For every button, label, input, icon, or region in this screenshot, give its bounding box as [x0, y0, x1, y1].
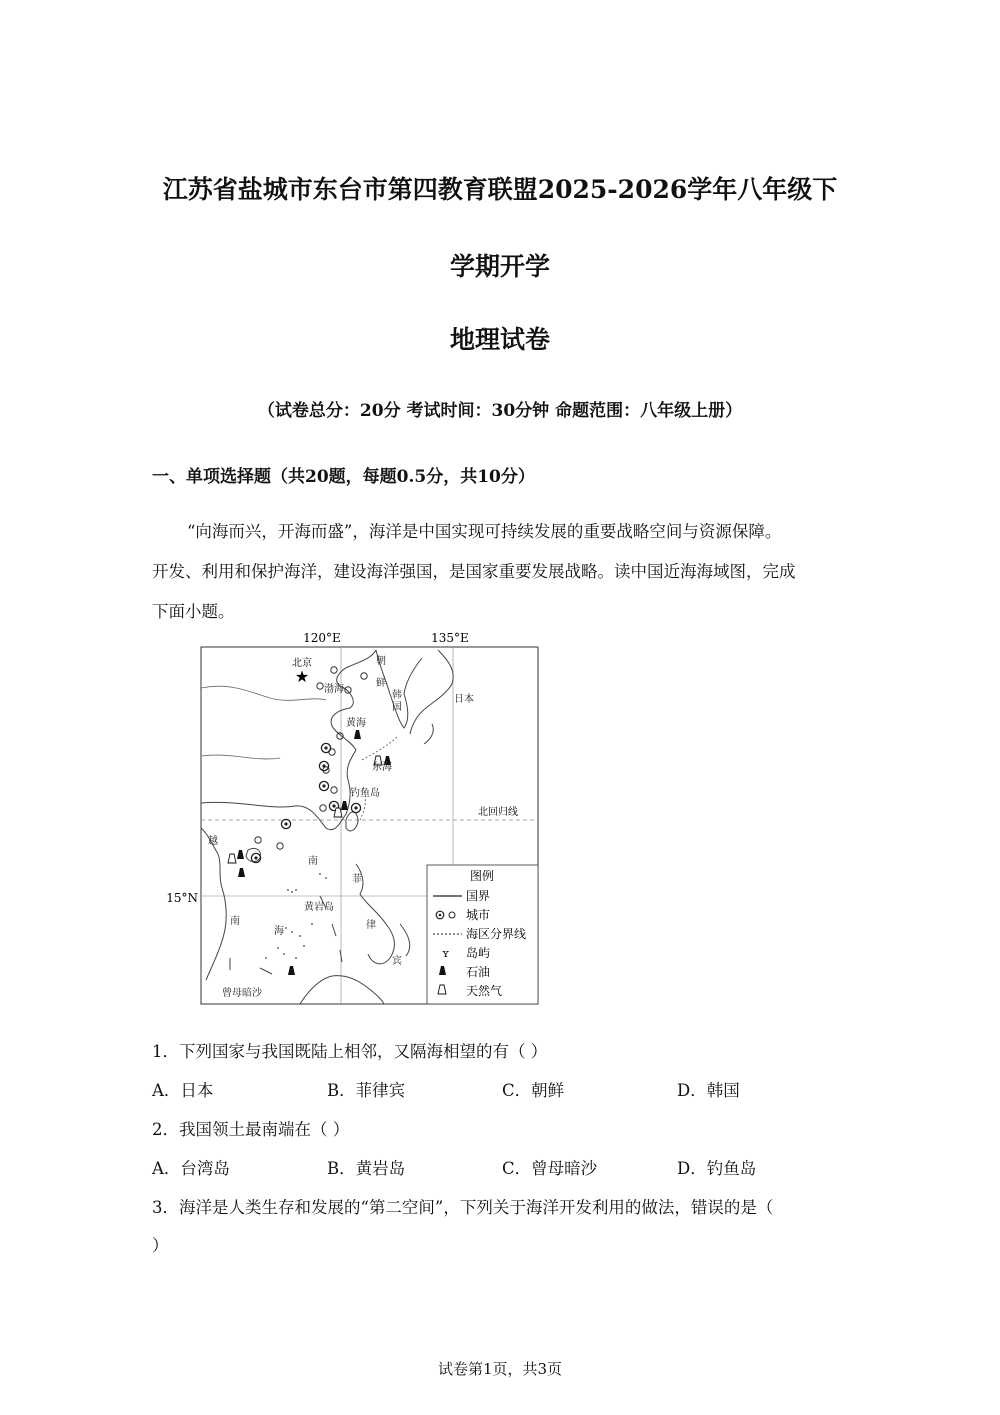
q2-option-c: C．曾母暗沙 — [502, 1159, 598, 1178]
legend-title: 图例 — [469, 869, 495, 883]
legend-border: 国界 — [466, 889, 491, 903]
q2-option-a: A．台湾岛 — [152, 1159, 230, 1178]
intro-line-3: 下面小题。 — [152, 602, 235, 621]
q2-option-d: D．钓鱼岛 — [677, 1159, 757, 1178]
label-beijing: 北京 — [292, 658, 312, 669]
title-line-1: 江苏省盐城市东台市第四教育联盟2025-2026学年八年级下 — [162, 175, 838, 204]
question-2-options — [152, 1155, 852, 1179]
question-3-stem-line-1: 3．海洋是人类生存和发展的“第二空间”，下列关于海洋开发利用的做法，错误的是（ — [152, 1198, 774, 1217]
legend-gas: 天然气 — [466, 984, 503, 998]
question-1-stem: 1．下列国家与我国既陆上相邻，又隔海相望的有（ ） — [152, 1042, 548, 1061]
label-huanghai: 黄海 — [346, 718, 366, 729]
exam-meta: （试卷总分：20分 考试时间：30分钟 命题范围：八年级上册） — [257, 401, 743, 421]
label-phil-1: 菲 — [352, 874, 362, 885]
beijing-star-icon: ★ — [294, 667, 310, 686]
section-heading: 一、单项选择题（共20题，每题0.5分，共10分） — [152, 467, 535, 487]
label-phil-2: 律 — [366, 920, 376, 931]
legend-sea-boundary: 海区分界线 — [466, 927, 527, 941]
question-3-stem-line-2: ） — [152, 1236, 169, 1255]
label-donghai: 东海 — [372, 762, 392, 773]
intro-paragraph — [152, 512, 852, 632]
title-line-2: 学期开学 — [449, 252, 550, 281]
q1-option-a: A．日本 — [152, 1081, 214, 1100]
intro-line-1: “向海而兴，开海而盛”，海洋是中国实现可持续发展的重要战略空间与资源保障。 — [187, 522, 782, 541]
label-vietnam: 越 — [208, 836, 218, 847]
lon-label-135: 135°E — [431, 631, 469, 645]
label-diaoyu: 钓鱼岛 — [350, 788, 380, 799]
q1-option-d: D．韩国 — [677, 1081, 740, 1100]
label-nanhai-2: 海 — [274, 926, 284, 937]
label-japan: 日本 — [454, 694, 474, 705]
legend-oil: 石油 — [466, 965, 491, 979]
q1-option-c: C．朝鲜 — [502, 1081, 565, 1100]
q2-option-b: B．黄岩岛 — [327, 1159, 406, 1178]
label-korea-n-1: 朝 — [376, 656, 386, 667]
question-1-options — [152, 1077, 852, 1101]
q1-option-b: B．菲律宾 — [327, 1081, 406, 1100]
page-footer: 试卷第1页，共3页 — [437, 1360, 563, 1378]
label-nan-left: 南 — [230, 916, 240, 927]
legend-city: 城市 — [466, 908, 491, 922]
label-korea-n-2: 鲜 — [376, 678, 386, 689]
china-sea-map — [166, 628, 545, 1008]
intro-line-2: 开发、利用和保护海洋，建设海洋强国，是国家重要发展战略。读中国近海海域图，完成 — [152, 562, 796, 581]
island-icon: ʏ — [442, 947, 450, 960]
map-legend — [427, 865, 538, 1004]
legend-island: 岛屿 — [466, 946, 491, 960]
label-zengmu: 曾母暗沙 — [222, 988, 262, 999]
label-huangyan: 黄岩岛 — [304, 902, 334, 913]
title-line-3: 地理试卷 — [449, 325, 550, 354]
label-korea-s-1: 韩 — [392, 690, 402, 701]
label-korea-s-2: 国 — [392, 702, 402, 713]
label-phil-3: 宾 — [392, 956, 402, 967]
lon-label-120: 120°E — [303, 631, 341, 645]
tropic-label: 北回归线 — [478, 807, 518, 818]
label-nanhai-1: 南 — [308, 856, 318, 867]
lat-label-15: 15°N — [166, 891, 198, 905]
label-bohai: 渤海 — [324, 684, 344, 695]
question-2-stem: 2．我国领土最南端在（ ） — [152, 1120, 350, 1139]
